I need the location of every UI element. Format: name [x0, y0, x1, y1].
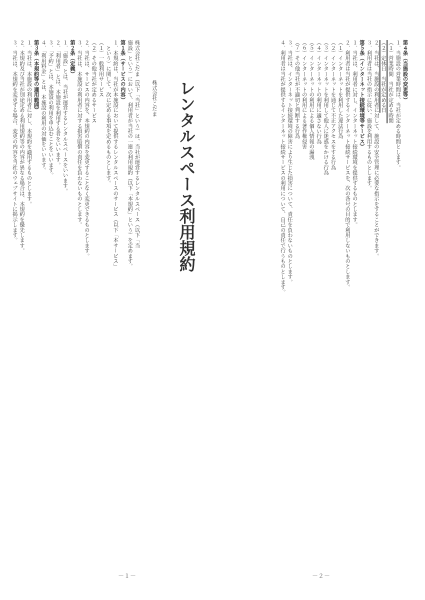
body-line: ３．当社は、本規約を変更する場合、変更の内容を当社のウェブサイトに掲示します。: [11, 40, 18, 243]
body-line: （５）インターネットの利用による個人情報の漏洩: [308, 40, 315, 160]
article-heading: 第３条（本規約等の適用範囲）: [33, 40, 40, 113]
article-heading: 第２条（定義）: [69, 40, 76, 77]
body-line: （２）定休日 当社が定める日: [380, 40, 387, 113]
body-line: ２．当社は、サービスの内容を、本規約の内容を変更することなく変更できるものとします。: [83, 40, 90, 259]
company-name: 株式会社こだま: [151, 80, 158, 117]
body-line: １．当社は、本施設の利用者に対し、本規約を適用するものとします。: [25, 40, 32, 207]
body-line: ３．当社は、本施設の利用者に対する損害賠償の責任を負わないものとします。: [76, 40, 83, 228]
body-line: １．当施設の営業時間は、当社が定める時間とします。: [394, 40, 401, 170]
body-line: ３．利用者は当社の指示に従い、施設を利用するものとします。: [365, 40, 372, 191]
body-line: （２）その他当社が定めるサービス: [90, 40, 97, 124]
body-line: １．当社は、利用者に対し、インターネット接続環境を提供するものとします。: [351, 40, 358, 228]
right-page-body: [218, 40, 408, 552]
body-line: ４．「利用料金」とは、本施設の利用の対価をいいます。: [40, 40, 47, 173]
body-line: （３）インターネットを利用して他人に迷惑をかける行為: [322, 40, 329, 176]
body-line: ２．利用者は当社が提供するインターネット接続サービスを、次の各号の目的で利用しないものとします。: [344, 40, 351, 290]
body-line: ３．「予約」とは、本施設の利用を申込むことをいいます。: [47, 40, 54, 178]
left-page-body: [11, 40, 140, 552]
body-line: （７）その他当社が不適切と判断する行為: [293, 40, 300, 139]
body-line: 施設」という）において、利用者が当社の一連の利用規約（以下「本規約」という）を定めます。: [126, 40, 133, 269]
body-line: （１）一般利用サービス: [97, 40, 104, 98]
body-line: ２．当社は、当施設の利用者に対して、施設の安全管理に必要な指示をすることができます。: [373, 40, 380, 259]
body-line: １．「施設」とは、当社が運営するレンタルスペースをいいます。: [61, 40, 68, 194]
body-line: ３．当社は、インターネット接続環境の障害により生じた損害について、責任を負わないものとします。: [286, 40, 293, 285]
body-line: （１）営業時間 当社が定める時間: [387, 40, 394, 124]
body-line: ４．利用者は当社が提供するインターネット接続サービスの利用について、自己の責任で行うものとします。: [279, 40, 286, 295]
body-line: ２．「利用者」とは、本施設を利用する者をいいます。: [54, 40, 61, 168]
body-line: という）に関して、次に定める事項を定めるものとします。: [105, 40, 112, 186]
body-line: （６）インターネットの利用による著作権侵害: [301, 40, 308, 150]
page-number: －２－: [312, 573, 331, 580]
body-line: 株式会社こだま（以下「当社」という）は、当社が運営するレンタルスペース（以下「当: [134, 40, 140, 248]
article-heading: 第４条（当施設の変更等）: [402, 40, 408, 103]
body-line: （１）インターネットを利用した違法行為: [337, 40, 344, 139]
article-heading: 第５条（インターネット接続環境等サービス）: [358, 40, 365, 150]
body-line: （４）インターネットの利用に適さない行為: [315, 40, 322, 144]
body-line: １．本規約は、当社が本施設において提供するレンタルスペースのサービス（以下「本サービス」: [112, 40, 119, 269]
body-line: （２）インターネットを通じて不正アクセスをする行為: [329, 40, 336, 170]
page-number: －１－: [118, 573, 137, 580]
body-line: ２．本規約及び当社が別途定める利用規約等の内容が異なる場合は、本規約を優先します。: [18, 40, 25, 254]
article-heading: 第１条（サービスの内容）: [119, 40, 126, 103]
document-title: レンタルスペース利用規約: [177, 80, 196, 272]
